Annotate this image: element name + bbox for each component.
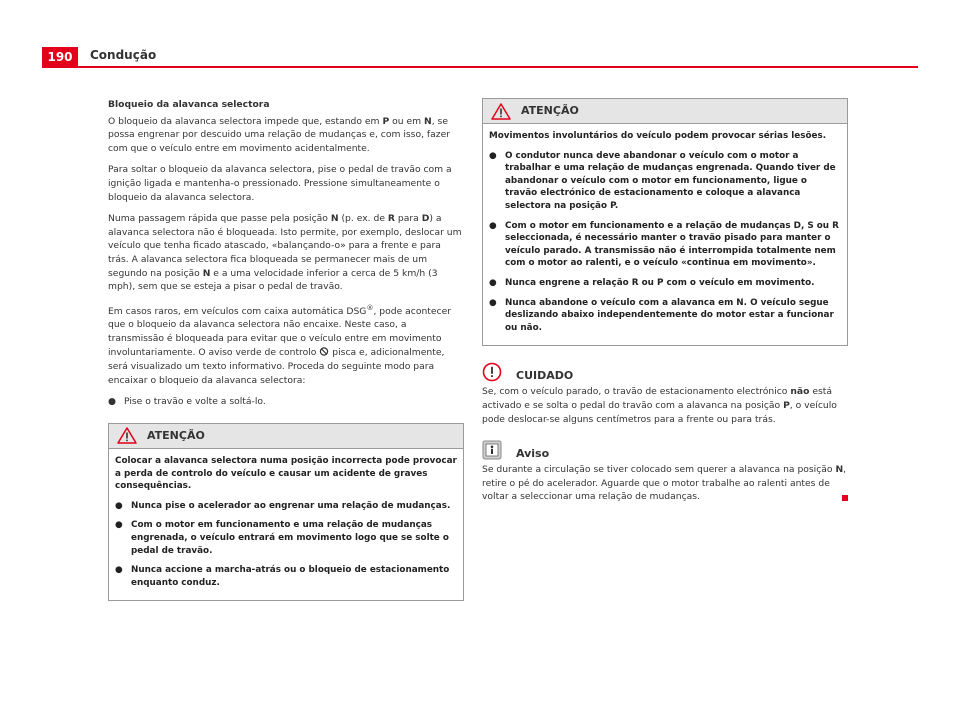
bullet-dot: ●: [489, 277, 497, 288]
warning-box: [108, 423, 464, 601]
paragraph-2: Para soltar o bloqueio da alavanca selectora, pise o pedal de travão com a ignição ligada e mantenha-o pressionado. Pressione simultaneamente o bloqueio da alavanca selectora.: [108, 164, 452, 203]
text: Numa passagem rápida que passe pela posição: [108, 213, 331, 225]
warning-item: [489, 220, 841, 270]
warning-header: [483, 99, 847, 124]
text: , retire o pé do acelerador. Aguarde que o motor trabalhe ao ralenti antes de voltar a seleccionar uma relação de mudanças.: [482, 464, 847, 503]
gear-p: P: [382, 115, 390, 127]
gear-n: N: [330, 213, 339, 225]
left-column: [108, 98, 464, 611]
right-column: [482, 98, 848, 512]
text: Se, com o veículo parado, o travão de estacionamento electrónico: [482, 386, 791, 398]
gear-n: N: [423, 115, 432, 127]
note-title: Aviso: [516, 446, 550, 460]
warning-body: [483, 124, 847, 345]
note-info-icon: [482, 440, 502, 460]
gear-n: N: [835, 464, 844, 476]
text: está activado e se solta o pedal do travão com a alavanca na posição: [482, 386, 832, 411]
text: e a uma velocidade inferior a cerca de 5 km/h (3 mph), sem que se esteja a pisar o pedal de travão.: [108, 267, 438, 293]
warning-triangle-icon: [491, 103, 511, 120]
warning-item-text: Com o motor em funcionamento e a relação de mudanças D, S ou R seleccionada, é necessário manter o travão pisado para manter o veículo parado. A transmissão não é interrompida totalmente nem com o motor ao ralenti, e o veículo «continua em movimento».: [505, 220, 839, 269]
text: , pode acontecer que o bloqueio da alavanca selectora não encaixe. Neste caso, a transmissão é bloqueada para evitar que o veículo entre em movimento involuntariamente. O aviso verde de controlo: [108, 305, 451, 358]
warning-title: ATENÇÃO: [147, 429, 205, 443]
bullet-dot: ●: [489, 150, 497, 161]
paragraph-3: [108, 212, 464, 294]
header-rule: [42, 66, 918, 68]
warning-intro: Colocar a alavanca selectora numa posição incorrecta pode provocar a perda de controlo do veículo e causar um acidente de graves consequências.: [115, 455, 457, 492]
gear-p: P: [783, 399, 790, 411]
bullet-dot: ●: [489, 297, 497, 308]
warning-item-text: Nunca pise o acelerador ao engrenar uma relação de mudanças.: [131, 500, 451, 511]
caution-exclamation-icon: [482, 362, 502, 382]
control-lamp-icon: [319, 347, 329, 361]
registered-mark: ®: [366, 303, 374, 312]
warning-header: [109, 424, 463, 449]
warning-box: [482, 98, 848, 346]
warning-item: [489, 297, 841, 335]
bullet-dot: ●: [489, 220, 497, 231]
chapter-title: Condução: [90, 48, 157, 62]
warning-item: [489, 150, 841, 213]
warning-item-text: O condutor nunca deve abandonar o veículo com o motor a trabalhar e uma relação de mudanças engrenada. Quando tiver de abandonar o veículo com o motor em funcionamento, ligue o travão electrónico de estacionamento e coloque a alavanca selectora na posição P.: [505, 150, 836, 211]
warning-item: [489, 277, 841, 290]
caution-title: CUIDADO: [516, 368, 574, 382]
text: ou em: [389, 115, 424, 127]
paragraph-4: [108, 302, 464, 388]
end-of-section-mark: [842, 495, 848, 501]
text: ) a alavanca selectora não é bloqueada. Isto permite, por exemplo, deslocar um veículo que tenha ficado atascado, «balançando-o» para a frente e para trás. A alavanca selectora fica bloqueada se permanecer mais de um segundo na posição: [108, 213, 462, 279]
bullet-dot: ●: [115, 500, 123, 511]
text: Se durante a circulação se tiver colocado sem querer a alavanca na posição: [482, 464, 836, 476]
gear-r: R: [387, 213, 395, 225]
section-heading: Bloqueio da alavanca selectora: [108, 99, 270, 110]
warning-item: [115, 564, 457, 589]
warning-title: ATENÇÃO: [521, 104, 579, 118]
warning-intro: Movimentos involuntários do veículo podem provocar sérias lesões.: [489, 131, 827, 141]
text: (p. ex. de: [338, 213, 388, 225]
warning-body: [109, 449, 463, 600]
warning-item-text: Com o motor em funcionamento e uma relação de mudanças engrenada, o veículo entrará em movimento logo que se solte o pedal de travão.: [131, 520, 449, 556]
warning-item-text: Nunca engrene a relação R ou P com o veículo em movimento.: [505, 277, 815, 288]
note-text: [482, 463, 848, 504]
paragraph-1: [108, 115, 464, 156]
bullet-dot: ●: [115, 565, 123, 576]
caution-header: [482, 362, 848, 382]
caution-text: [482, 385, 848, 426]
warning-triangle-icon: [117, 427, 137, 444]
text: Em casos raros, em veículos com caixa automática DSG: [108, 305, 367, 317]
text: , se possa engrenar por descuido uma relação de mudanças e, com isso, fazer com que o veículo entre em movimento acidentalmente.: [108, 115, 451, 154]
warning-item-text: Nunca abandone o veículo com a alavanca em N. O veículo segue deslizando abaixo independentemente do motor estar a funcionar ou não.: [505, 297, 834, 333]
text: , o veículo pode deslocar-se alguns centímetros para a frente ou para trás.: [482, 399, 837, 425]
bullet-dot: ●: [115, 520, 123, 531]
text: O bloqueio da alavanca selectora impede que, estando em: [108, 115, 383, 127]
text: para: [394, 213, 422, 225]
text: pisca e, adicionalmente, será visualizado um texto informativo. Proceda do seguinte modo para encaixar o bloqueio da alavanca selectora:: [108, 346, 445, 386]
warning-item-text: Nunca accione a marcha-atrás ou o bloqueio de estacionamento enquanto conduz.: [131, 565, 450, 588]
warning-item: [115, 519, 457, 557]
gear-d: D: [421, 213, 430, 225]
bullet-item: [108, 395, 464, 409]
bullet-text: Pise o travão e volte a soltá-lo.: [124, 396, 266, 408]
note-header: [482, 440, 848, 460]
gear-n: N: [202, 267, 211, 279]
emphasis: não: [790, 386, 810, 398]
bullet-dot: ●: [108, 396, 117, 408]
page-number: 190: [42, 47, 78, 67]
warning-item: [115, 500, 457, 513]
